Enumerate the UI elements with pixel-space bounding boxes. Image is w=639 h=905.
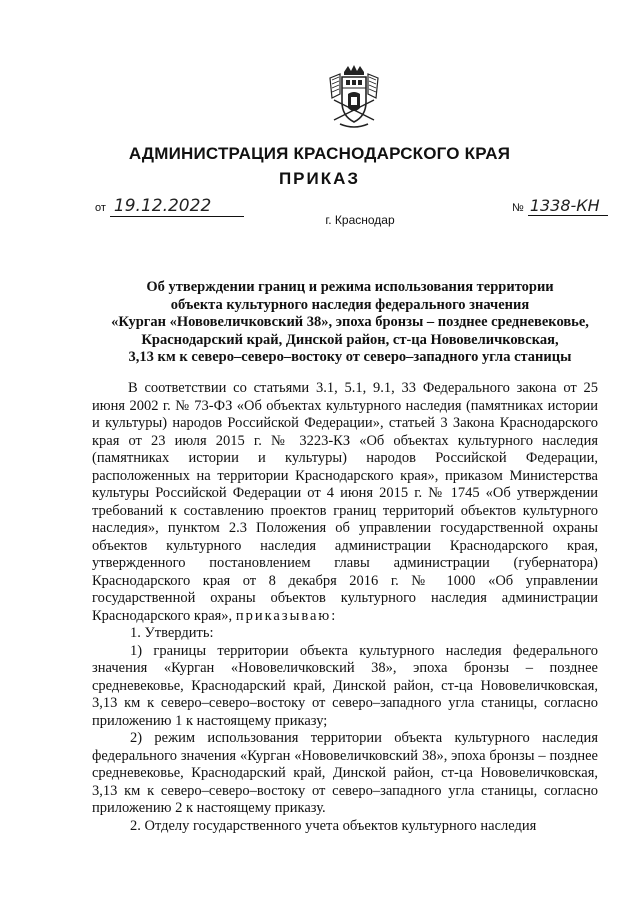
handwritten-date: 19.12.2022 <box>110 196 244 217</box>
title-line: 3,13 км к северо–северо–востоку от северо–западного угла станицы <box>128 349 572 365</box>
title-line: объекта культурного наследия федерального значения <box>170 296 530 313</box>
order-word: приказываю: <box>235 607 338 624</box>
number-prefix: № <box>512 202 524 214</box>
organization-name: АДМИНИСТРАЦИЯ КРАСНОДАРСКОГО КРАЯ <box>128 144 511 163</box>
title-line: «Курган «Нововеличковский 38», эпоха бронзы – позднее средневековье, <box>111 314 589 330</box>
item-1-2: 2) режим использования территории объекта культурного наследия федерального значения «Курган «Нововеличковский 38», эпоха бронзы – позднее средневековье, Краснодарский край, Динской район, ст-ца Нововеличковская, 3,13 км к северо–северо–востоку от северо–западного угла станицы, согласно приложению 2 к настоящему приказу. <box>92 730 598 816</box>
title-line: Об утверждении границ и режима использования территории <box>146 279 554 295</box>
preamble-text: В соответствии со статьями 3.1, 5.1, 9.1, 33 Федерального закона от 25 июня 2002 г. № 73-ФЗ «Об объектах культурного наследия (памятниках истории и культуры) народов Российской Федерации», статьей 3 Закона Краснодарского края от 23 июля 2015 г. № 3223-КЗ «Об объектах культурного наследия (памятниках истории и культуры) народов Российской Федерации, расположенных на территории Краснодарского края», приказом Министерства культуры Российской Федерации от 4 июня 2015 г. № 1745 «Об утверждении требований к составлению проектов границ территорий объектов культурного наследия», пунктом 2.3 Положения об управлении государственной охраны объектов культурного наследия администрации Краснодарского края, утвержденного постановлением главы администрации (губернатора) Краснодарского края от 8 декабря 2016 г. № 1000 «Об управлении государственной охраны объектов культурного наследия администрации Краснодарского края», <box>92 380 598 624</box>
coat-of-arms-icon <box>326 64 382 130</box>
preamble-paragraph <box>92 380 598 625</box>
document-body <box>92 380 598 835</box>
item-2: 2. Отделу государственного учета объектов культурного наследия <box>130 817 537 834</box>
document-title <box>90 279 610 367</box>
date-prefix: от <box>95 202 106 214</box>
document-type: ПРИКАЗ <box>278 169 361 188</box>
city: г. Краснодар <box>325 213 395 227</box>
item-1-1: 1) границы территории объекта культурного наследия федерального значения «Курган «Нововеличковский 38», эпоха бронзы – позднее средневековье, Краснодарский край, Динской район, ст-ца Нововеличковская, 3,13 км к северо–северо–востоку от северо–западного угла станицы, согласно приложению 1 к настоящему приказу; <box>92 642 598 729</box>
handwritten-number: 1338-КН <box>528 196 608 216</box>
item-1: 1. Утвердить: <box>130 625 214 641</box>
title-line: Краснодарский край, Динской район, ст-ца Нововеличковская, <box>141 331 559 348</box>
